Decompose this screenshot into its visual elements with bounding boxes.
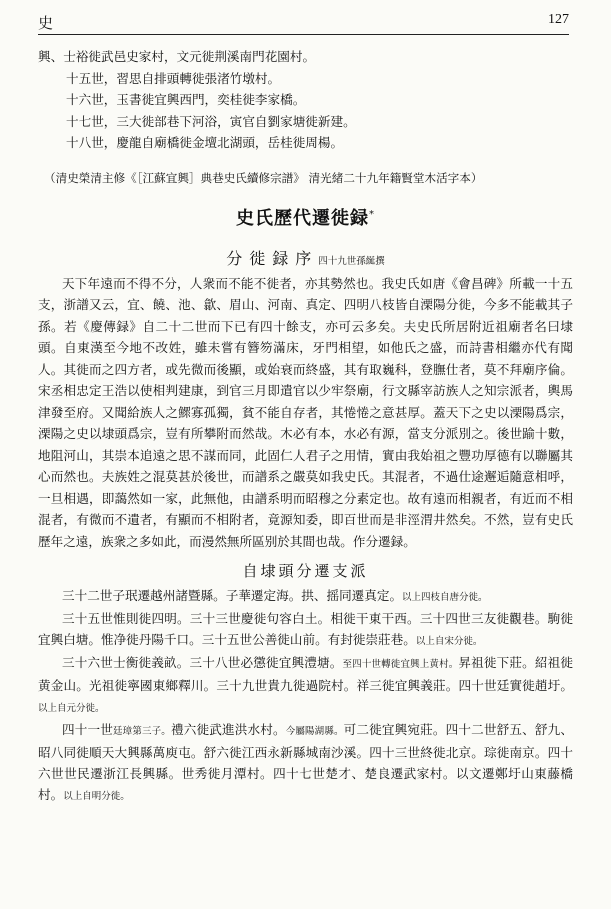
text-line: 十七世，三大徙部巷下河浴，寅官自劉家塘徙新建。 [66,113,356,129]
migration-text: 三十二世子珉遷越州諸暨縣。子華遷定海。拱、摇同遷真定。 [62,588,403,603]
migration-note: 廷璋第三子。 [113,726,171,737]
text-line: 十五世，習思自排頭轉徙張渚竹墩村。 [66,70,281,86]
title-footnote-mark: * [369,208,375,220]
migration-text: 四十一世 [62,722,113,737]
section-heading: 自埭頭分遷支派 [242,562,369,580]
page-number: 127 [548,12,569,27]
source-citation: （清史榮清主修《［江蘇宜興］典巷史氏續修宗譜》 清光緒二十九年籍賢堂木活字本） [44,170,483,185]
migration-text: 三十五世惟則徙四明。三十三世慶徙句容白土。相徙干東干西。三十四世三友徙觀巷。駒徙宜興白塘。惟净徙丹陽千口。三十五世公善徙山前。有封徙崇莊巷。 [38,611,573,647]
migration-note: 以上自宋分徙。 [415,636,483,647]
preface-author-note: 四十九世孫綖撰 [318,255,385,267]
migration-paragraph [38,719,573,807]
preface-paragraph: 天下年遠而不得不分，人衆而不能不徙者，亦其勢然也。我史氏如唐《會昌碑》所載一十五支，浙譜又云，宜、饒、池、歙、眉山、河南、真定、四明八枝皆自溧陽分徙，今多不能載其子孫。若《慶傳録》自二十二世而下已有四十餘支，亦可云多矣。夫史氏所居附近祖廟者名曰埭頭。自東漢至今地不改姓，雖未嘗有簪笏滿床，牙門相望，如他氏之盛，而詩書相繼亦代有聞人。其徙而之四方者，或先微而後顯，或始衰而終盛，其有取巍科，登膴仕者，莫不拜廟序倫。宋丞相忠定王浩以使相判建康，到官三月即遣官以少牢祭廟，行文縣宰訪族人之知宗派者，輿馬津發至府。又聞給族人之鰥寡孤獨，貧不能自存者，其惓惓之意甚厚。蓋天下之史以溧陽爲宗，溧陽之史以埭頭爲宗，豈有所攀附而然哉。木必有本，水必有源，當支分派別之。後世踰十數，地阻河山，其崇本追遠之思不謀而同，此固仁人君子之用情，實由我始祖之豐功厚德有以聯屬其心而然也。夫族姓之混莫甚於後世，而譜系之嚴莫如我史氏。其混者，不過仕途邂逅隨意相呼，一旦相遇，即藹然如一家，此無他，由譜系明而昭穆之分素定也。故有遠而相親者，有近而不相混者，有微而不遺者，有顯而不相附者，竟源知委，即百世而是非涇渭井然矣。不然，豈有史氏歷年之遠，族衆之多如此，而漫然無所區别於其間也哉。作分遷録。 [38,275,573,549]
page-body [38,46,573,807]
preface-heading [38,246,573,269]
migration-paragraph [38,652,573,719]
preface-heading-text: 分徙録序 [226,248,319,268]
migration-note: 以上自明分徙。 [63,791,130,802]
header-title: 史 [38,14,54,32]
migration-note: 以上自元分徙。 [38,703,105,714]
migration-list [38,585,573,807]
migration-paragraph [38,585,573,608]
title-text: 史氏歷代遷徙録 [236,207,369,229]
migration-note: 以上四枝自唐分徙。 [402,592,488,603]
migration-note: 今屬陽湖縣。 [285,726,344,737]
text-line: 十六世，玉書徙宜興西門，奕桂徙李家橋。 [66,92,306,107]
migration-paragraph [38,608,573,652]
migration-text: 可二徙宜興宛莊。四十二世舒五、舒九、昭八同徙順天大興縣萬庾屯。舒六徙江西永新縣城南沙溪。四十三世終徙北京。琮徙南京。四十六世世民遷浙江長興縣。世秀徙月潭村。四十七世楚才、楚良遷武家村。以文遷鄭圩山東藤橋村。 [38,722,573,802]
article-title [38,204,573,230]
migration-text: 禮六徙武進洪水村。 [170,722,286,737]
text-line: 興、士裕徙武邑史家村，文元徙荆溪南門花園村。 [38,49,316,64]
running-header [38,8,569,35]
migration-text: 三十六世士衡徙義畝。三十八世必懲徙宜興澧塘。 [62,655,343,670]
migration-note: 至四十世轉徙宜興上黄村。 [342,659,459,670]
text-line: 十八世，慶龍自廟橋徙金壇北湖頭，岳桂徙周楊。 [66,135,344,150]
migration-text: 昇祖徙下莊。紹祖徙黄金山。光祖徙寧國東鄉釋川。三十九世貴九徙過院村。祥三徙宜興義莊。四十世廷實徙趙圩。 [38,655,574,693]
